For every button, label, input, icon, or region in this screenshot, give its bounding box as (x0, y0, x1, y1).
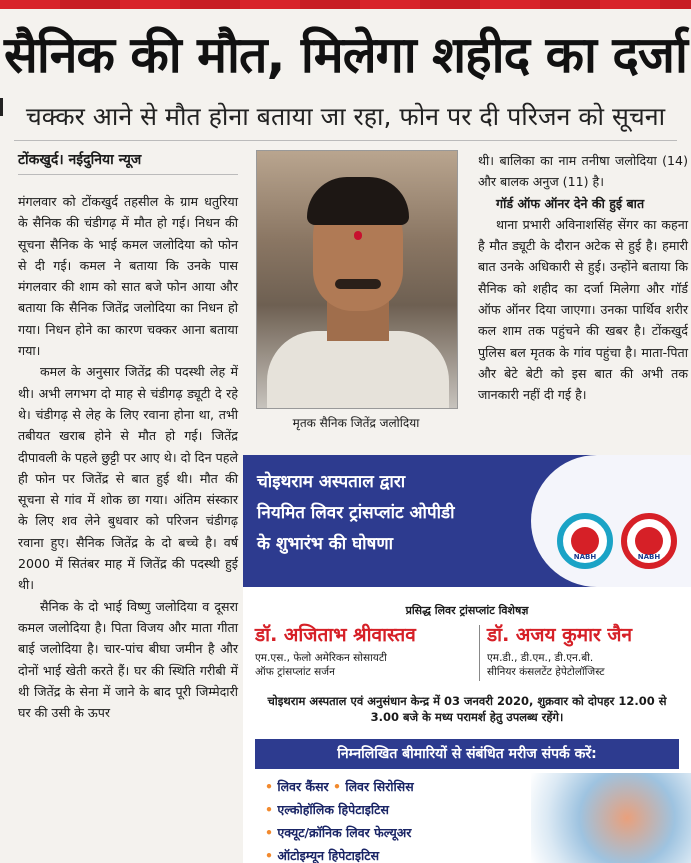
paragraph: थी। बालिका का नाम तनीषा जलोदिया (14) और बालक अनुज (11) है। (478, 153, 688, 190)
conditions-list (265, 775, 525, 863)
article-column-1 (18, 191, 238, 723)
ad-title-line: के शुभारंभ की घोषणा (257, 534, 394, 554)
doctor-2 (487, 621, 632, 679)
photo-moustache (335, 279, 381, 289)
divider-rule (14, 140, 677, 141)
doctor-1 (255, 621, 416, 679)
contact-heading: निम्नलिखित बीमारियों से संबंधित मरीज संपर्क करें: (255, 739, 679, 769)
photo-tilak (354, 231, 362, 240)
liver-illustration (531, 773, 691, 863)
ad-title (257, 467, 507, 560)
article-column-3 (478, 150, 688, 406)
condition-item: • एल्कोहॉलिक हिपेटाइटिस (265, 802, 389, 817)
paragraph: थाना प्रभारी अविनाशसिंह सेंगर का कहना है मौत ड्यूटी के दौरान अटेक से हुई है। हमारी बात उनके अधिकारी से हुई। उन्होंने बताया कि सैनिक को शहीद का दर्जा मिलेगा और गॉर्ड ऑफ ऑनर दिया जाएगा। उनका पार्थिव शरीर कल शाम तक पहुंचने की खबर है। टोंकखुर्द पुलिस बल मृतक के गांव पहुंचा है। माता-पिता और बेटे बेटी को इस बात की अभी तक जानकारी नहीं दी गई है। (478, 216, 688, 403)
ad-title-line: चोइथराम अस्पताल द्वारा (257, 472, 406, 492)
photo-caption: मृतक सैनिक जितेंद्र जलोदिया (292, 416, 420, 430)
ad-header (243, 455, 691, 587)
logo-label: NABH (637, 553, 661, 561)
doctor-qualification: सीनियर कंसलटेंट हेपेटोलॉजिस्ट (487, 666, 605, 678)
paragraph: मंगलवार को टोंकखुर्द तहसील के ग्राम धतुरिया के सैनिक की चंडीगढ़ में मौत हो गई। निधन की सूचना सैनिक के भाई कमल जलोदिया को फोन से दी गई। कमल ने बताया कि उनके पास मंगलवार की शाम को सात बजे फोन आया और बताया कि सैनिक जितेंद्र जलोदिया का निधन हो गया। निधन होने का कारण चक्कर आना बताया गया। (18, 194, 238, 359)
soldier-photo (256, 150, 458, 409)
byline: टोंकखुर्द। नईदुनिया न्यूज (18, 152, 142, 168)
photo-shirt (267, 331, 449, 409)
logo-inner (571, 527, 599, 555)
subheading: गॉर्ड ऑफ ऑनर देने की हुई बात (496, 195, 645, 211)
doctor-qualification: एम.डी., डी.एम., डी.एन.बी. (487, 652, 594, 664)
ad-title-line: नियमित लिवर ट्रांसप्लांट ओपीडी (257, 503, 455, 523)
photo-hair (307, 177, 409, 225)
byline-rule (18, 174, 238, 175)
logo-inner (635, 527, 663, 555)
doctor-name: डॉ. अजय कुमार जैन (487, 624, 633, 646)
doctor-divider (479, 625, 480, 681)
doctor-qualification: एम.एस., फेलो अमेरिकन सोसायटी (255, 652, 387, 664)
specialists-label: प्रसिद्ध लिवर ट्रांसप्लांट विशेषज्ञ (405, 604, 529, 617)
consultation-schedule: चोइथराम अस्पताल एवं अनुसंधान केन्द्र में 03 जनवरी 2020, शुक्रवार को दोपहर 12.00 से 3.00 बजे के मध्य परामर्श हेतु उपलब्ध रहेंगे। (267, 694, 667, 724)
paragraph: कमल के अनुसार जितेंद्र की पदस्थी लेह में थी। अभी लगभग दो माह से चंडीगढ़ ड्यूटी दे रहे थे। चंडीगढ़ से लेह के लिए रवाना होना था, तभी तबीयत खराब होने से मौत हो गई। जितेंद्र दीपावली के पहले छुट्टी पर आए थे। दो दिन पहले ही फोन पर जितेंद्र से बात हुई थी। मौत की सूचना से गांव में शोक छा गया। अंतिम संस्कार के लिए शव लेने बुधवार को परिजन चंडीगढ़ रवाना हुए। सैनिक जितेंद्र के दो बच्चे है। वर्ष 2000 में सितंबर माह में जितेंद्र की पदस्थी हुई थी। (18, 364, 238, 593)
condition-item: • एक्यूट/क्रॉनिक लिवर फेल्यूअर (265, 825, 412, 840)
nabh-logo-icon (557, 513, 613, 569)
top-color-bar (0, 0, 691, 9)
nabh-logo-icon (621, 513, 677, 569)
doctor-qualification: ऑफ ट्रांसप्लांट सर्जन (255, 666, 335, 678)
condition-item: • लिवर कैंसर • लिवर सिरोसिस (265, 779, 414, 794)
logo-label: NABH (573, 553, 597, 561)
doctor-name: डॉ. अजिताभ श्रीवास्तव (255, 624, 416, 646)
condition-item: • ऑटोइम्यून हिपेटाइटिस (265, 848, 380, 863)
paragraph: सैनिक के दो भाई विष्णु जलोदिया व दूसरा कमल जलोदिया है। पिता विजय और माता गीता बाई जलोदिया है। चार-पांच बीघा जमीन है और दोनों भाई खेती करते हैं। घर की स्थिति गरीबी में थी जितेंद्र के सेना में जाने के बाद पूरी जिम्मेदारी घर की उसी के ऊपर (18, 598, 238, 721)
hospital-advertisement (243, 455, 691, 863)
subheadline: चक्कर आने से मौत होना बताया जा रहा, फोन पर दी परिजन को सूचना (25, 102, 666, 131)
headline: सैनिक की मौत, मिलेगा शहीद का दर्जा (4, 26, 687, 84)
